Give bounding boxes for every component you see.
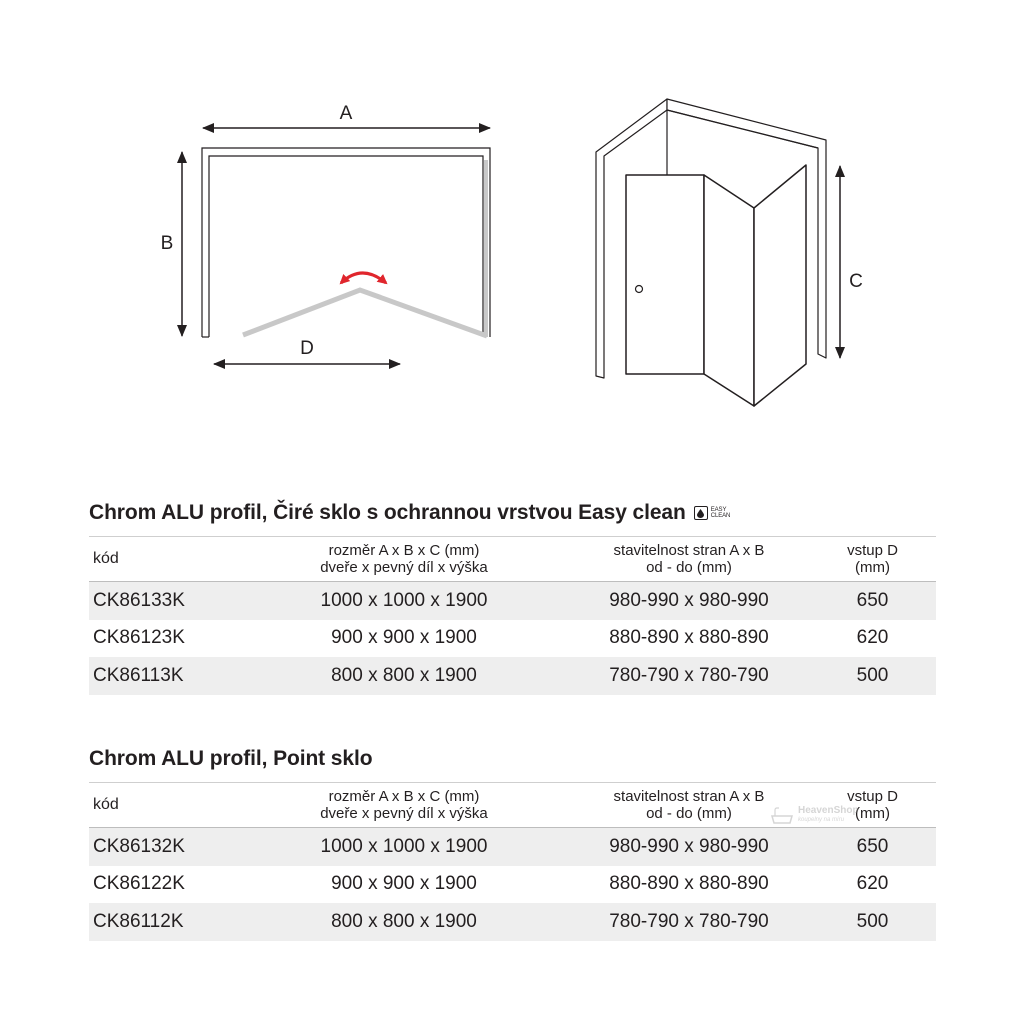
header-entry-line-1: vstup D — [847, 788, 898, 805]
shower-diagrams — [0, 0, 1024, 460]
badge-line-1: EASY — [710, 507, 727, 513]
table-row — [89, 582, 936, 620]
cell-adjust: 880-890 x 880-890 — [609, 873, 769, 895]
watermark-brand: HeavenShop — [798, 805, 859, 816]
table-row — [89, 828, 936, 866]
header-adjust — [569, 542, 809, 576]
header-size-line-2: dveře x pevný díl x výška — [320, 805, 488, 822]
header-size-line-1: rozměr A x B x C (mm) — [328, 788, 480, 805]
dimension-b-label: B — [160, 233, 174, 254]
table-row — [89, 903, 936, 941]
cell-entry: 620 — [856, 873, 889, 895]
table-header — [89, 537, 936, 582]
cell-code: CK86112K — [93, 910, 184, 932]
cell-size: 800 x 800 x 1900 — [331, 664, 477, 686]
wall-outline — [202, 148, 490, 337]
wall-inner — [209, 156, 483, 337]
header-code: kód — [93, 550, 119, 567]
water-drop-icon — [694, 506, 708, 520]
table-point-glass — [89, 742, 936, 941]
header-adjust-line-2: od - do (mm) — [646, 805, 732, 822]
table-row — [89, 620, 936, 658]
cell-adjust: 880-890 x 880-890 — [609, 627, 769, 649]
cell-entry: 620 — [856, 627, 889, 649]
cell-code: CK86123K — [93, 627, 185, 649]
watermark — [770, 803, 870, 833]
cell-adjust: 980-990 x 980-990 — [609, 589, 769, 611]
header-entry-line-2: (mm) — [855, 805, 890, 822]
badge-line-2: CLEAN — [710, 513, 731, 519]
door-panel — [626, 175, 704, 374]
easy-clean-text — [711, 507, 731, 519]
header-adjust-line-1: stavitelnost stran A x B — [613, 542, 765, 559]
bathtub-icon — [770, 807, 794, 827]
cell-entry: 650 — [856, 835, 889, 857]
header-code: kód — [93, 796, 119, 813]
table-title-text: Chrom ALU profil, Point sklo — [89, 747, 373, 770]
cell-entry: 500 — [856, 910, 889, 932]
cell-code: CK86122K — [93, 873, 185, 895]
door-knob — [636, 286, 643, 293]
easy-clean-badge — [694, 506, 731, 520]
cell-entry: 650 — [856, 589, 889, 611]
header-adjust-line-1: stavitelnost stran A x B — [613, 788, 765, 805]
watermark-sub: koupelny na míru — [798, 817, 845, 823]
product-table — [89, 536, 936, 695]
table-title-text: Chrom ALU profil, Čiré sklo s ochrannou vrstvou Easy clean — [89, 501, 686, 524]
table-title — [89, 742, 936, 776]
dimension-a-label: A — [339, 103, 353, 124]
perspective-view — [596, 99, 840, 406]
cell-adjust: 780-790 x 780-790 — [609, 910, 769, 932]
plan-view — [161, 103, 490, 364]
folding-door-plan — [243, 290, 487, 336]
dimension-c-label: C — [849, 271, 863, 292]
header-entry — [809, 542, 936, 576]
table-row — [89, 657, 936, 695]
table-easy-clean — [89, 496, 936, 695]
header-adjust-line-2: od - do (mm) — [646, 559, 732, 576]
cell-code: CK86113K — [93, 664, 184, 686]
header-entry-line-2: (mm) — [855, 559, 890, 576]
table-title — [89, 496, 936, 530]
table-row — [89, 866, 936, 904]
swing-arrow — [341, 273, 386, 283]
cell-size: 900 x 900 x 1900 — [331, 627, 477, 649]
cell-code: CK86132K — [93, 835, 185, 857]
cell-adjust: 780-790 x 780-790 — [609, 664, 769, 686]
fixed-side-panel — [754, 165, 806, 406]
cell-entry: 500 — [856, 664, 889, 686]
cell-size: 1000 x 1000 x 1900 — [320, 589, 488, 611]
cell-size: 800 x 800 x 1900 — [331, 910, 477, 932]
cell-adjust: 980-990 x 980-990 — [609, 835, 769, 857]
cell-size: 1000 x 1000 x 1900 — [320, 835, 488, 857]
cell-size: 900 x 900 x 1900 — [331, 873, 477, 895]
dimension-d-label: D — [300, 338, 314, 359]
cell-code: CK86133K — [93, 589, 185, 611]
header-size-line-1: rozměr A x B x C (mm) — [328, 542, 480, 559]
folding-panel — [704, 175, 754, 406]
header-size — [239, 788, 569, 822]
header-size-line-2: dveře x pevný díl x výška — [320, 559, 488, 576]
header-size — [239, 542, 569, 576]
header-entry-line-1: vstup D — [847, 542, 898, 559]
